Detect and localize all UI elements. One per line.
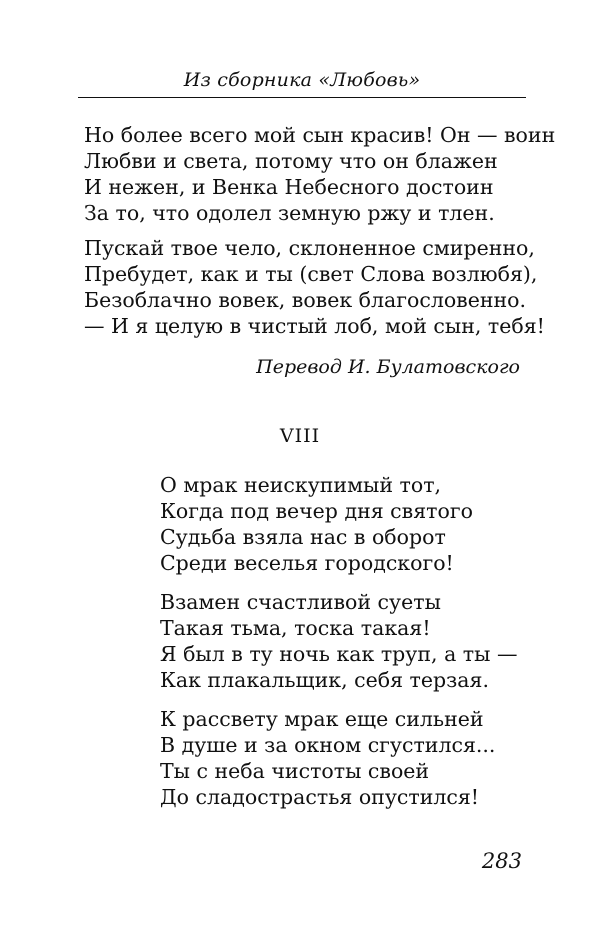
stanza-4	[160, 589, 517, 693]
translator-credit: Перевод И. Булатовского	[256, 356, 520, 378]
running-head: Из сборника «Любовь»	[183, 69, 421, 91]
verse-line: За то, что одолел земную ржу и тлен.	[84, 201, 495, 225]
stanza-1	[84, 122, 555, 226]
verse-line: Как плакальщик, себя терзая.	[160, 668, 489, 692]
header-rule	[78, 97, 526, 98]
verse-line: К рассвету мрак еще сильней	[160, 707, 484, 731]
verse-line: Судьба взяла нас в оборот	[160, 525, 446, 549]
verse-line: Ты с неба чистоты своей	[160, 759, 430, 783]
verse-line: И нежен, и Венка Небесного достоин	[84, 175, 494, 199]
section-number: VIII	[279, 425, 321, 447]
stanza-5	[160, 706, 495, 810]
verse-line: Среди веселья городского!	[160, 551, 454, 575]
verse-line: Взамен счастливой суеты	[160, 590, 441, 614]
verse-line: О мрак неискупимый тот,	[160, 473, 442, 497]
verse-line: Когда под вечер дня святого	[160, 499, 473, 523]
verse-line: Любви и света, потому что он блажен	[84, 149, 498, 173]
verse-line: — И я целую в чистый лоб, мой сын, тебя!	[84, 314, 545, 338]
verse-line: Но более всего мой сын красив! Он — воин	[84, 123, 556, 147]
verse-line: Пускай твое чело, склоненное смиренно,	[84, 236, 535, 260]
stanza-2	[84, 235, 545, 339]
page-number: 283	[481, 849, 522, 873]
verse-line: Я был в ту ночь как труп, а ты —	[160, 642, 518, 666]
verse-line: Такая тьма, тоска такая!	[160, 616, 431, 640]
verse-line: До сладострастья опустился!	[160, 785, 480, 809]
verse-line: В душе и за окном сгустился...	[160, 733, 496, 757]
verse-line: Пребудет, как и ты (свет Слова возлюбя),	[84, 262, 538, 286]
verse-line: Безоблачно вовек, вовек благословенно.	[84, 288, 527, 312]
stanza-3	[160, 472, 473, 576]
